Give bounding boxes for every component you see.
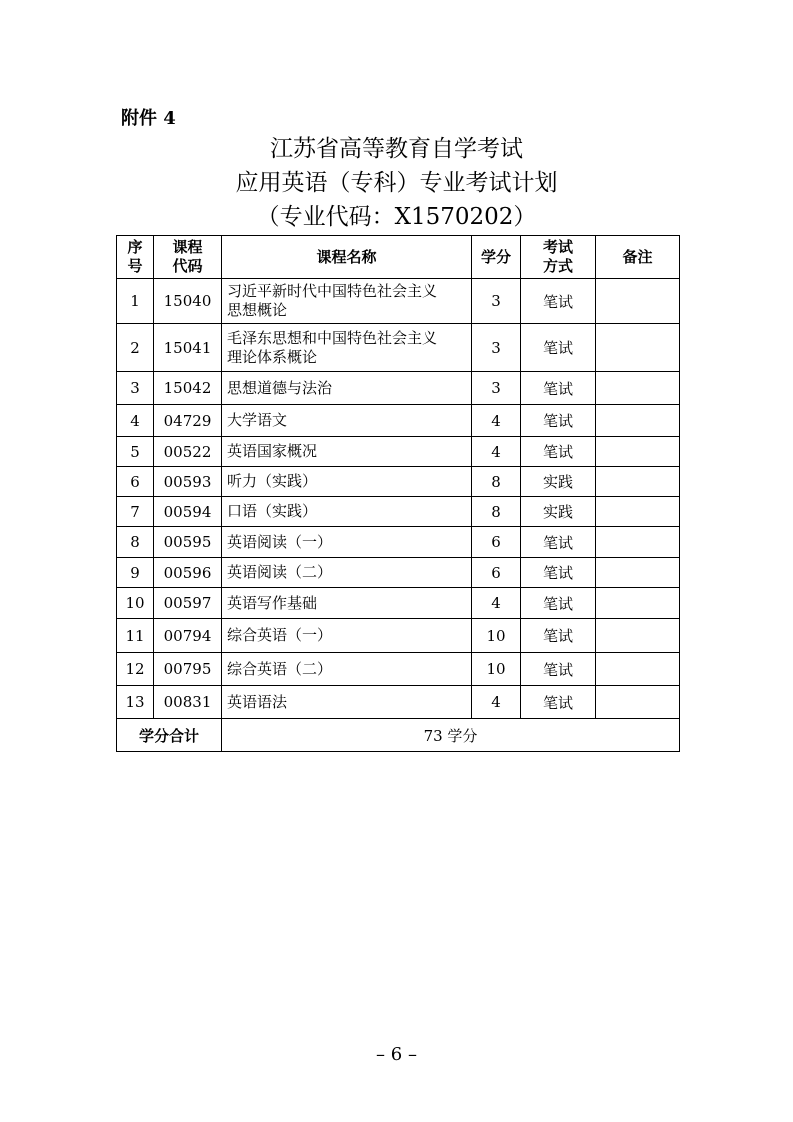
exam-plan-table: [116, 235, 680, 752]
header-seq: 序 号: [117, 236, 154, 279]
cell-name: 大学语文: [222, 405, 472, 437]
cell-seq: 1: [117, 279, 154, 324]
table-row: [117, 588, 680, 619]
cell-seq: 10: [117, 588, 154, 619]
cell-credits: 8: [472, 467, 521, 497]
cell-seq: 7: [117, 497, 154, 527]
table-row: [117, 437, 680, 467]
cell-name: 毛泽东思想和中国特色社会主义 理论体系概论: [222, 324, 472, 372]
cell-code: 00594: [154, 497, 222, 527]
cell-credits: 4: [472, 686, 521, 719]
cell-code: 00596: [154, 558, 222, 588]
total-value: 73 学分: [222, 719, 680, 752]
title-line-1: 江苏省高等教育自学考试: [270, 136, 523, 162]
cell-code: 15041: [154, 324, 222, 372]
table-row: [117, 653, 680, 686]
cell-code: 00595: [154, 527, 222, 558]
attachment-label: 附件 4: [121, 108, 176, 129]
table-row: [117, 324, 680, 372]
cell-credits: 4: [472, 405, 521, 437]
cell-code: 00794: [154, 619, 222, 653]
table-row: [117, 467, 680, 497]
cell-exam: 笔试: [521, 686, 596, 719]
cell-name: 综合英语（一）: [222, 619, 472, 653]
header-notes: 备注: [596, 236, 680, 279]
cell-notes: [596, 437, 680, 467]
cell-name: 英语阅读（二）: [222, 558, 472, 588]
cell-exam: 实践: [521, 497, 596, 527]
cell-seq: 4: [117, 405, 154, 437]
cell-seq: 11: [117, 619, 154, 653]
cell-notes: [596, 279, 680, 324]
cell-credits: 3: [472, 372, 521, 405]
table-row: [117, 619, 680, 653]
cell-name: 思想道德与法治: [222, 372, 472, 405]
table-total-row: [117, 719, 680, 752]
cell-code: 00522: [154, 437, 222, 467]
cell-seq: 3: [117, 372, 154, 405]
table-row: [117, 497, 680, 527]
cell-name: 综合英语（二）: [222, 653, 472, 686]
cell-seq: 13: [117, 686, 154, 719]
cell-notes: [596, 467, 680, 497]
cell-exam: 笔试: [521, 437, 596, 467]
table-row: [117, 686, 680, 719]
cell-seq: 9: [117, 558, 154, 588]
cell-seq: 6: [117, 467, 154, 497]
table-header-row: [117, 236, 680, 279]
cell-credits: 3: [472, 279, 521, 324]
cell-notes: [596, 405, 680, 437]
cell-code: 00593: [154, 467, 222, 497]
cell-exam: 笔试: [521, 619, 596, 653]
table-row: [117, 527, 680, 558]
cell-seq: 12: [117, 653, 154, 686]
table-row: [117, 558, 680, 588]
cell-notes: [596, 527, 680, 558]
cell-exam: 笔试: [521, 653, 596, 686]
cell-notes: [596, 558, 680, 588]
cell-exam: 笔试: [521, 527, 596, 558]
cell-notes: [596, 619, 680, 653]
cell-exam: 笔试: [521, 279, 596, 324]
cell-code: 00831: [154, 686, 222, 719]
cell-notes: [596, 497, 680, 527]
table-row: [117, 372, 680, 405]
page-number: – 6 –: [376, 1044, 417, 1065]
cell-exam: 笔试: [521, 588, 596, 619]
cell-exam: 笔试: [521, 405, 596, 437]
total-label: 学分合计: [117, 719, 222, 752]
cell-credits: 10: [472, 619, 521, 653]
header-exam: 考试 方式: [521, 236, 596, 279]
cell-code: 15040: [154, 279, 222, 324]
cell-seq: 2: [117, 324, 154, 372]
cell-name: 听力（实践）: [222, 467, 472, 497]
cell-notes: [596, 588, 680, 619]
cell-credits: 3: [472, 324, 521, 372]
header-name: 课程名称: [222, 236, 472, 279]
cell-exam: 笔试: [521, 324, 596, 372]
cell-name: 英语阅读（一）: [222, 527, 472, 558]
header-code: 课程 代码: [154, 236, 222, 279]
cell-exam: 笔试: [521, 558, 596, 588]
cell-name: 英语国家概况: [222, 437, 472, 467]
cell-seq: 5: [117, 437, 154, 467]
title-line-2: 应用英语（专科）专业考试计划: [235, 170, 558, 196]
table-row: [117, 279, 680, 324]
cell-notes: [596, 653, 680, 686]
cell-credits: 4: [472, 588, 521, 619]
cell-credits: 8: [472, 497, 521, 527]
document-titles: [0, 132, 793, 234]
title-line-3: （专业代码：X1570202）: [256, 204, 537, 230]
cell-notes: [596, 686, 680, 719]
cell-code: 15042: [154, 372, 222, 405]
cell-name: 习近平新时代中国特色社会主义 思想概论: [222, 279, 472, 324]
cell-credits: 4: [472, 437, 521, 467]
cell-name: 英语语法: [222, 686, 472, 719]
cell-credits: 6: [472, 527, 521, 558]
cell-code: 04729: [154, 405, 222, 437]
cell-exam: 笔试: [521, 372, 596, 405]
cell-credits: 6: [472, 558, 521, 588]
cell-seq: 8: [117, 527, 154, 558]
cell-notes: [596, 372, 680, 405]
cell-name: 口语（实践）: [222, 497, 472, 527]
cell-code: 00795: [154, 653, 222, 686]
cell-code: 00597: [154, 588, 222, 619]
header-credits: 学分: [472, 236, 521, 279]
cell-exam: 实践: [521, 467, 596, 497]
cell-notes: [596, 324, 680, 372]
cell-name: 英语写作基础: [222, 588, 472, 619]
cell-credits: 10: [472, 653, 521, 686]
table-row: [117, 405, 680, 437]
